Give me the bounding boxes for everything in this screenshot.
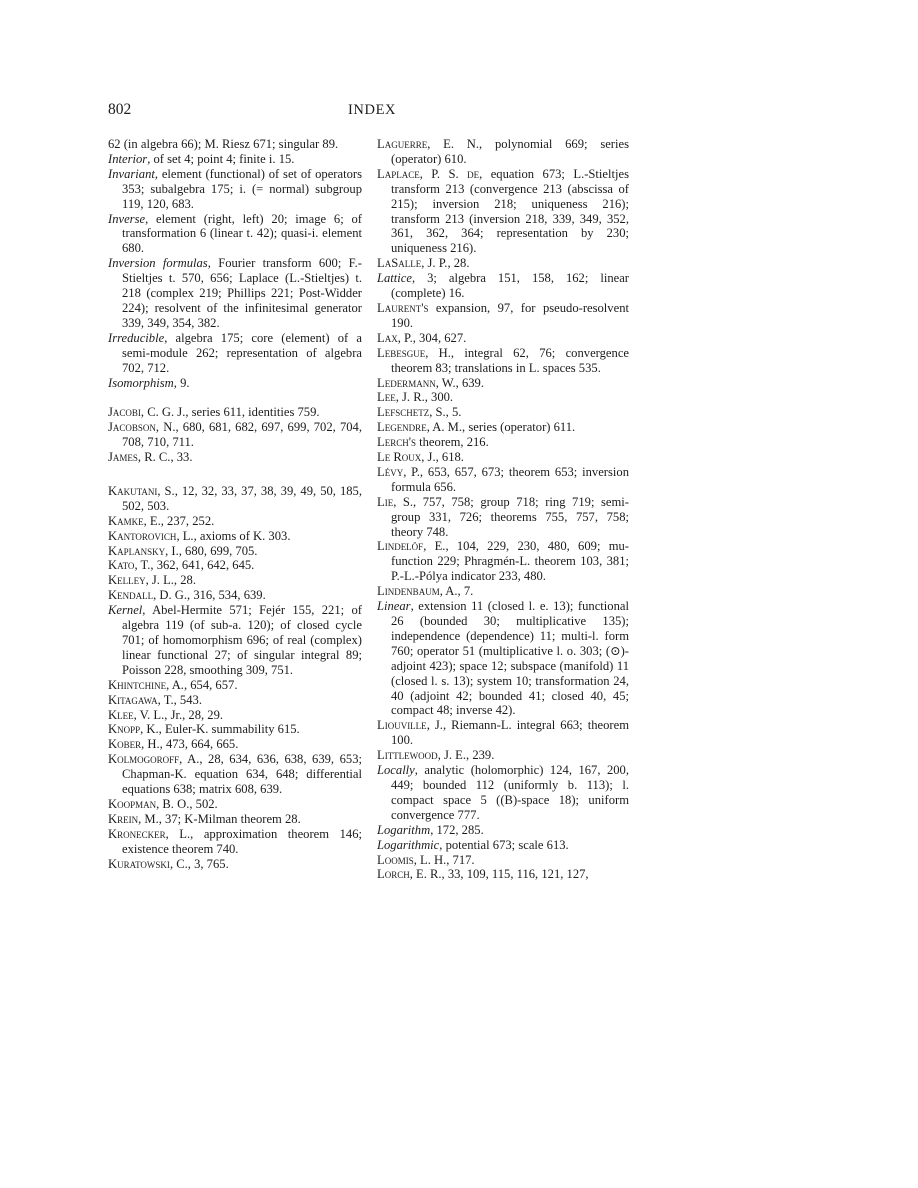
entry-heading: Laurent's — [377, 300, 429, 315]
entry-text: , L. H., 717. — [413, 852, 475, 867]
entry-heading: Jacobson — [108, 420, 156, 435]
entry-text: , N., 680, 681, 682, 697, 699, 702, 704, 708, 710, 711. — [122, 420, 362, 450]
entry-text: , H., integral 62, 76; convergence theorem 83; translations in L. spaces 535. — [391, 345, 629, 375]
entry-text: theorem, 216. — [415, 435, 489, 450]
entry-heading: Kantorovich — [108, 528, 177, 543]
index-entry — [108, 827, 362, 857]
entry-heading: Jacobi — [108, 405, 141, 420]
entry-text: , J., 618. — [421, 450, 464, 465]
entry-text: , J. R., 300. — [395, 390, 454, 405]
index-entry — [377, 853, 629, 868]
entry-heading: Lerch's — [377, 435, 416, 450]
index-entry — [108, 331, 362, 376]
entry-heading: Legendre — [377, 420, 427, 435]
page-number: 802 — [108, 101, 132, 118]
index-entry — [377, 435, 629, 450]
index-entry — [377, 763, 629, 823]
entry-text: , L., axioms of K. 303. — [176, 528, 291, 543]
entry-heading: Logarithmic — [377, 837, 440, 852]
entry-text: , T., 543. — [157, 692, 202, 707]
entry-text: , S., 12, 32, 33, 37, 38, 39, 49, 50, 185, 502, 503. — [122, 483, 362, 513]
entry-heading: Liouville — [377, 718, 427, 733]
entry-heading: Lindenbaum — [377, 584, 440, 599]
entry-heading: Kernel — [108, 603, 143, 618]
entry-heading: Lee — [377, 390, 396, 405]
index-entry — [108, 212, 362, 257]
index-entry — [108, 797, 362, 812]
index-column-left — [108, 137, 362, 871]
index-entry — [377, 420, 629, 435]
entry-heading: Koopman — [108, 796, 157, 811]
index-entry — [377, 539, 629, 584]
entry-heading: Kuratowski — [108, 856, 170, 871]
entry-text: , T., 362, 641, 642, 645. — [134, 558, 255, 573]
index-entry — [377, 584, 629, 599]
index-entry — [108, 693, 362, 708]
entry-heading: Inversion formulas — [108, 256, 208, 271]
entry-heading: Kendall — [108, 588, 154, 603]
index-entry — [377, 256, 629, 271]
section-gap — [108, 465, 362, 484]
index-column-right — [377, 137, 629, 882]
entry-heading: Klee — [108, 707, 134, 722]
index-entry — [108, 558, 362, 573]
index-entry — [108, 405, 362, 420]
index-entry — [377, 137, 629, 167]
entry-heading: Knopp — [108, 722, 141, 737]
entry-text: , A. M., series (operator) 611. — [426, 420, 576, 435]
index-entry — [377, 748, 629, 763]
entry-heading: Inverse — [108, 211, 146, 226]
entry-text: , S., 5. — [429, 405, 462, 420]
entry-text: , algebra 175; core (element) of a semi-module 262; representation of algebra 702, 712. — [122, 330, 362, 375]
entry-text: , element (right, left) 20; image 6; of transformation 6 (linear t. 42); quasi-i. element 680. — [122, 211, 362, 256]
entry-text: , extension 11 (closed l. e. 13); functional 26 (bounded 30; multiplicative 135); independence (dependence) 11; multi-l. form 760; operator 51 (multiplicative l. o. 303; (⊙)-adjoint 423); space 12; subspace (manifold) 11 (closed l. s. 13); system 10; transformation 24, 40 (adjoint 42; bounded 41; closed 40, 45; compact 48; inverse 42). — [391, 599, 629, 718]
entry-heading: Krein — [108, 811, 139, 826]
entry-text: , Abel-Hermite 571; Fejér 155, 221; of algebra 119 (of sub-a. 120); of closed cycle 701; of homomorphism 696; of real (complex) linear functional 27; of singular integral 89; Poisson 228, smoothing 309, 751. — [122, 603, 362, 677]
entry-text: , C., 3, 765. — [169, 856, 229, 871]
entry-text: , analytic (holomorphic) 124, 167, 200, 449; bounded 112 (uniformly b. 113); l. compact space 5 ((B)-space 18); uniform convergence 777. — [391, 763, 629, 822]
entry-heading: Kolmogoroff — [108, 752, 180, 767]
entry-heading: Kitagawa — [108, 692, 158, 707]
index-entry — [108, 678, 362, 693]
entry-heading: Linear — [377, 599, 411, 614]
entry-heading: Isomorphism — [108, 375, 174, 390]
entry-heading: Littlewood — [377, 748, 438, 763]
index-entry — [377, 718, 629, 748]
index-entry — [377, 405, 629, 420]
index-entry — [108, 137, 362, 152]
index-entry — [377, 823, 629, 838]
index-entry — [108, 167, 362, 212]
index-entry — [108, 529, 362, 544]
entry-heading: Invariant — [108, 166, 155, 181]
entry-text: , M., 37; K-Milman theorem 28. — [138, 811, 301, 826]
entry-text: , V. L., Jr., 28, 29. — [133, 707, 224, 722]
entry-heading: James — [108, 450, 138, 465]
entry-text: , E., 104, 229, 230, 480, 609; mu-function 229; Phragmén-L. theorem 103, 381; P.-L.-Pólya indicator 233, 480. — [391, 539, 629, 584]
index-entry — [377, 867, 629, 882]
entry-text: 62 (in algebra 66); M. Riesz 671; singular 89. — [108, 137, 339, 151]
entry-text: , A., 28, 634, 636, 638, 639, 653; Chapman-K. equation 634, 648; differential equations 638; matrix 608, 639. — [122, 752, 362, 797]
entry-heading: Le Roux — [377, 450, 422, 465]
index-entry — [377, 465, 629, 495]
entry-heading: Kato — [108, 558, 135, 573]
index-entry — [377, 376, 629, 391]
entry-text: , J. P., 28. — [421, 256, 470, 271]
index-entry — [108, 603, 362, 678]
index-entry — [377, 838, 629, 853]
index-entry — [377, 390, 629, 405]
entry-text: , P., 653, 657, 673; theorem 653; inversion formula 656. — [391, 464, 629, 494]
index-entry — [108, 588, 362, 603]
index-entry — [377, 346, 629, 376]
index-entry — [377, 495, 629, 540]
entry-text: , 9. — [173, 375, 190, 390]
index-entry — [108, 722, 362, 737]
index-entry — [108, 256, 362, 331]
entry-text: , W., 639. — [435, 375, 484, 390]
index-entry — [108, 152, 362, 167]
index-entry — [108, 484, 362, 514]
entry-heading: Locally — [377, 763, 415, 778]
entry-text: , J., Riemann-L. integral 663; theorem 100. — [391, 718, 629, 748]
index-entry — [108, 450, 362, 465]
entry-heading: Lattice — [377, 271, 412, 286]
index-entry — [377, 301, 629, 331]
entry-text: , E. N., polynomial 669; series (operator) 610. — [391, 137, 629, 166]
entry-heading: Kakutani — [108, 483, 158, 498]
index-entry — [377, 450, 629, 465]
entry-text: , D. G., 316, 534, 639. — [153, 588, 266, 603]
entry-text: , Fourier transform 600; F.-Stieltjes t. 570, 656; Laplace (L.-Stieltjes) t. 218 (complex 219; Phillips 221; Post-Widder 224); resolvent of the infinitesimal generator 339, 349, 354, 382. — [122, 256, 362, 330]
entry-text: , 3; algebra 151, 158, 162; linear (complete) 16. — [391, 271, 629, 301]
entry-heading: Laplace, P. S. de — [377, 166, 480, 181]
entry-heading: Lebesgue — [377, 345, 426, 360]
index-entry — [108, 376, 362, 391]
entry-heading: Ledermann — [377, 375, 436, 390]
entry-text: , equation 673; L.-Stieltjes transform 213 (convergence 213 (abscissa of 215); inversion 218; uniqueness 216); transform 213 (inversion 218, 339, 349, 352, 361, 362, 364; representation by 230; uniqueness 216). — [391, 166, 629, 256]
entry-text: , B. O., 502. — [156, 796, 218, 811]
entry-text: , A., 7. — [439, 584, 474, 599]
entry-text: , L., approximation theorem 146; existence theorem 740. — [122, 826, 362, 856]
index-entry — [108, 737, 362, 752]
entry-text: , 172, 285. — [430, 822, 484, 837]
entry-text: , J. E., 239. — [437, 748, 495, 763]
entry-heading: Kober — [108, 737, 142, 752]
index-entry — [377, 599, 629, 718]
entry-heading: Lefschetz — [377, 405, 430, 420]
entry-text: , R. C., 33. — [137, 450, 193, 465]
entry-text: , of set 4; point 4; finite i. 15. — [147, 151, 295, 166]
entry-text: , E. R., 33, 109, 115, 116, 121, 127, — [409, 867, 589, 882]
entry-text: , A., 654, 657. — [166, 677, 238, 692]
index-entry — [108, 514, 362, 529]
entry-heading: Lax — [377, 330, 398, 345]
index-entry — [108, 420, 362, 450]
entry-text: , E., 237, 252. — [143, 513, 215, 528]
entry-heading: Interior — [108, 151, 148, 166]
entry-heading: Kaplansky — [108, 543, 166, 558]
index-entry — [377, 271, 629, 301]
entry-heading: Irreducible — [108, 330, 165, 345]
entry-text: , C. G. J., series 611, identities 759. — [140, 405, 320, 420]
index-entry — [108, 857, 362, 872]
index-entry — [108, 812, 362, 827]
entry-text: , S., 757, 758; group 718; ring 719; semi-group 331, 726; theorems 755, 757, 758; theory 748. — [391, 494, 629, 539]
entry-text: , K., Euler-K. summability 615. — [140, 722, 300, 737]
entry-heading: Lévy — [377, 464, 404, 479]
entry-heading: LaSalle — [377, 256, 422, 271]
index-entry — [377, 331, 629, 346]
entry-text: , I., 680, 699, 705. — [165, 543, 258, 558]
section-gap — [108, 390, 362, 405]
index-entry — [108, 544, 362, 559]
entry-heading: Lie — [377, 494, 394, 509]
entry-heading: Logarithm — [377, 822, 431, 837]
entry-text: expansion, 97, for pseudo-resolvent 190. — [391, 300, 629, 330]
entry-text: , potential 673; scale 613. — [439, 837, 569, 852]
entry-heading: Laguerre — [377, 137, 428, 151]
index-entry — [108, 708, 362, 723]
index-entry — [108, 573, 362, 588]
entry-heading: Loomis — [377, 852, 414, 867]
entry-heading: Kamke — [108, 513, 144, 528]
entry-heading: Khintchine — [108, 677, 167, 692]
running-title: INDEX — [348, 102, 397, 118]
entry-text: , H., 473, 664, 665. — [141, 737, 239, 752]
index-entry — [108, 752, 362, 797]
index-entry — [377, 167, 629, 256]
entry-heading: Kronecker — [108, 826, 166, 841]
entry-text: , element (functional) of set of operators 353; subalgebra 175; i. (= normal) subgroup 119, 120, 683. — [122, 166, 362, 211]
entry-text: , P., 304, 627. — [397, 330, 467, 345]
entry-heading: Kelley — [108, 573, 146, 588]
entry-heading: Lindelöf — [377, 539, 424, 554]
entry-text: , J. L., 28. — [145, 573, 196, 588]
entry-heading: Lorch — [377, 867, 410, 882]
